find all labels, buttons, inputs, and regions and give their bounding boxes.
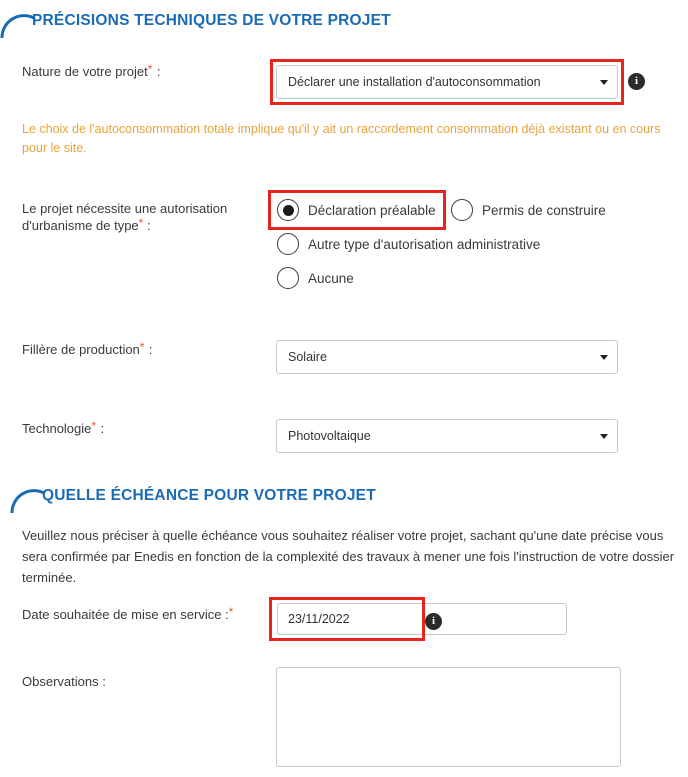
radio-autre-type[interactable]: [277, 233, 540, 255]
technologie-label: [22, 420, 104, 438]
technologie-select[interactable]: [276, 419, 618, 453]
radio-icon-permis-de-construire[interactable]: [451, 199, 473, 221]
urbanism-label: [22, 200, 262, 234]
filiere-label-colon: :: [148, 342, 153, 357]
urbanism-label-line1: Le projet nécessite une autorisation: [22, 201, 228, 216]
date-info-icon[interactable]: i: [425, 613, 442, 630]
radio-declaration-prealable[interactable]: [277, 199, 436, 221]
page-title: PRÉCISIONS TECHNIQUES DE VOTRE PROJET: [32, 12, 391, 29]
radio-label-autre-type: Autre type d'autorisation administrative: [308, 236, 541, 252]
technologie-label-text: Technologie: [22, 421, 92, 436]
date-label-text: Date souhaitée de mise en service :: [22, 607, 229, 622]
technologie-select-value: Photovoltaique: [288, 429, 371, 443]
filiere-select-value: Solaire: [288, 350, 327, 364]
chevron-down-icon: [600, 80, 608, 85]
deadline-paragraph: Veuillez nous préciser à quelle échéance vous souhaitez réaliser votre projet, sachant qu'une date précise vous sera confirmée par Enedis en fonction de la complexité des travaux à mener une fois l'instruction de votre dossier terminée.: [22, 528, 675, 585]
technologie-label-colon: :: [100, 421, 105, 436]
section-header-technical: [0, 4, 688, 38]
radio-icon-autre-type[interactable]: [277, 233, 299, 255]
deadline-title: QUELLE ÉCHÉANCE POUR VOTRE PROJET: [42, 487, 376, 504]
arc-decoration-icon: [10, 479, 44, 513]
urbanism-label-line2-wrap: [22, 217, 262, 234]
nature-info-icon[interactable]: i: [628, 73, 645, 90]
date-label: [22, 606, 233, 624]
observations-label: [22, 673, 106, 691]
date-input-value: 23/11/2022: [288, 612, 350, 626]
urbanism-label-colon: :: [146, 218, 151, 233]
section-header-deadline: [10, 479, 688, 513]
nature-label-text: Nature de votre projet: [22, 64, 148, 79]
radio-aucune[interactable]: [277, 267, 354, 289]
date-input[interactable]: [277, 603, 567, 635]
technologie-required-marker: *: [91, 419, 97, 433]
filiere-select[interactable]: [276, 340, 618, 374]
radio-icon-aucune[interactable]: [277, 267, 299, 289]
radio-label-declaration-prealable: Déclaration préalable: [308, 202, 436, 218]
observations-textarea[interactable]: [276, 667, 621, 767]
observations-label-text: Observations :: [22, 674, 106, 689]
radio-icon-declaration-prealable[interactable]: [277, 199, 299, 221]
observations-textarea-value: [277, 668, 620, 680]
chevron-down-icon: [600, 355, 608, 360]
filiere-label: [22, 341, 153, 359]
nature-select-value: Déclarer une installation d'autoconsommation: [288, 75, 541, 89]
autoconsommation-warning: Le choix de l'autoconsommation totale implique qu'il y ait un raccordement consommation déjà existant ou en cours pour le site.: [22, 122, 661, 155]
nature-required-marker: *: [147, 62, 153, 76]
urbanism-required-marker: *: [138, 216, 144, 230]
chevron-down-icon: [600, 434, 608, 439]
filiere-required-marker: *: [139, 340, 145, 354]
radio-permis-de-construire[interactable]: [451, 199, 606, 221]
urbanism-label-line2: d'urbanisme de type: [22, 218, 139, 233]
date-required-marker: *: [228, 605, 234, 619]
filiere-label-text: Fillère de production: [22, 342, 140, 357]
nature-select[interactable]: [276, 65, 618, 99]
arc-decoration-icon: [0, 4, 34, 38]
radio-label-permis-de-construire: Permis de construire: [482, 202, 606, 218]
nature-label: [22, 63, 160, 81]
nature-label-colon: :: [156, 64, 161, 79]
radio-label-aucune: Aucune: [308, 270, 354, 286]
